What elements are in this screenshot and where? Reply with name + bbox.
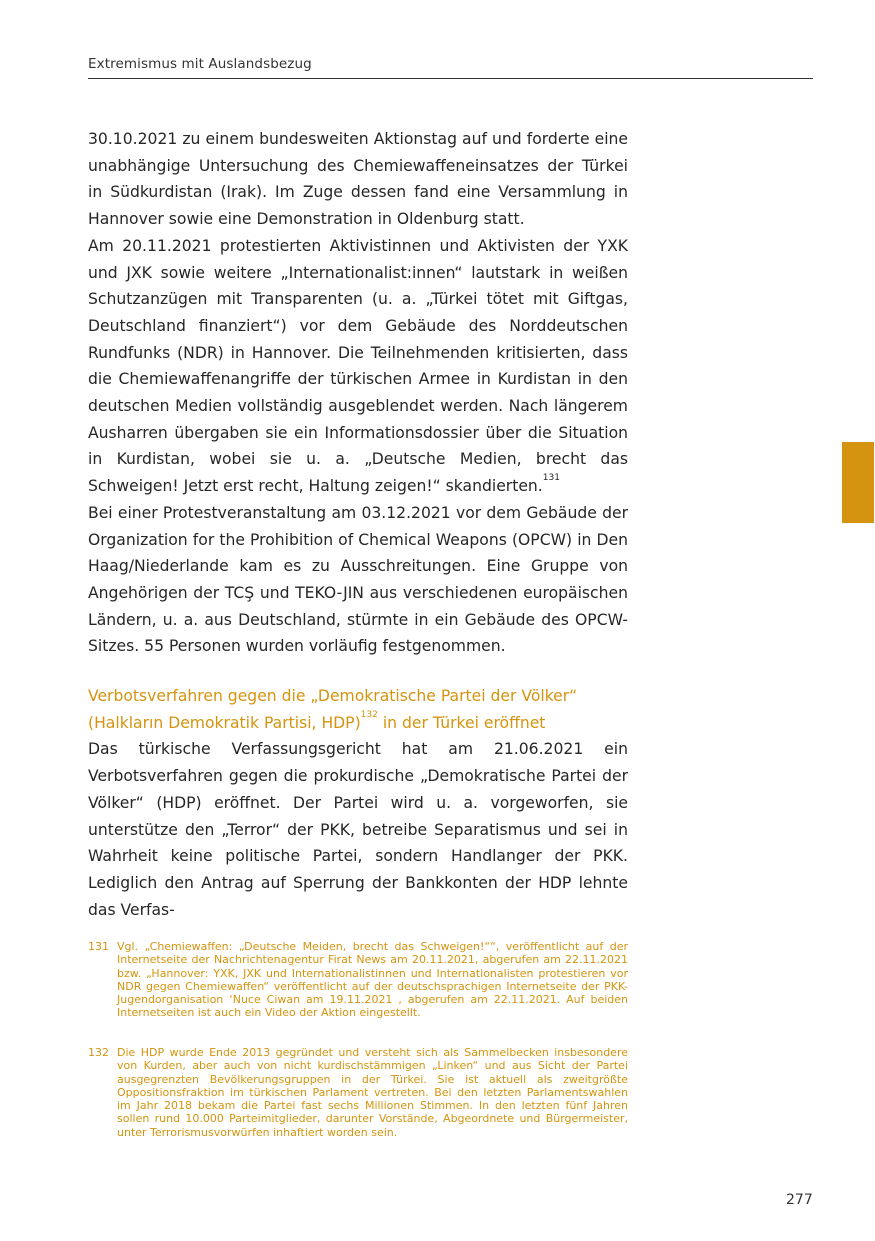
footnote-text: Die HDP wurde Ende 2013 gegründet und versteht sich als Sammelbecken insbesondere von Kurden, aber auch von nicht kurdischstämmigen „Linken“ und aus Sicht der Partei ausgegrenzten Bevölkerungsgruppen in der Türkei. Sie ist aktuell als zweitgrößte Oppositionsfraktion im türkischen Parlament vertreten. Bei den letzten Parlamentswahlen im Jahr 2018 bekam die Partei fast sechs Millionen Stimmen. In den letzten fünf Jahren sollen rund 10.000 Parteimitglieder, darunter Vorstände, Abgeordnete und Bürgermeister, unter Terrorismusvorwürfen inhaftiert worden sein.	[117, 1046, 628, 1139]
main-text	[88, 126, 628, 923]
footnote	[88, 940, 628, 1020]
paragraph: Das türkische Verfassungsgericht hat am 21.06.2021 ein Verbotsverfahren gegen die prokurdische „Demokratische Partei der Völker“ (HDP) eröffnet. Der Partei wird u. a. vorgeworfen, sie unterstütze den „Terror“ der PKK, betreibe Separatismus und sei in Wahrheit keine politische Partei, sondern Handlanger der PKK. Lediglich den Antrag auf Sperrung der Bankkonten der HDP lehnte das Verfas-	[88, 740, 628, 919]
paragraph	[88, 233, 628, 500]
footnote-text: Vgl. „Chemiewaffen: „Deutsche Meiden, brecht das Schweigen!““, veröffentlicht auf der Internetseite der Nachrichtenagentur Firat News am 20.11.2021, abgerufen am 22.11.2021 bzw. „Hannover: YXK, JXK und Internationalistinnen und Internationalisten protestieren vor NDR gegen Chemiewaffen“ veröffentlicht auf der deutschsprachigen Internetseite der PKK-Jugendorganisation ‘Nuce Ciwan am 19.11.2021 , abgerufen am 22.11.2021. Auf beiden Internetseiten ist auch ein Video der Aktion eingestellt.	[117, 940, 628, 1020]
footnote-number: 132	[88, 1046, 109, 1059]
heading-text: in der Türkei eröffnet	[377, 713, 546, 732]
paragraph-text: Am 20.11.2021 protestierten Aktivistinnen und Aktivisten der YXK und JXK sowie weitere „Internationalist:innen“ lautstark in weißen Schutzanzügen mit Transparenten (u. a. „Türkei tötet mit Giftgas, Deutschland finanziert“) vor dem Gebäude des Norddeutschen Rundfunks (NDR) in Hannover. Die Teilnehmenden kritisierten, dass die Chemiewaffenangriffe der türkischen Armee in Kurdistan in den deutschen Medien vollständig ausgeblendet werden. Nach längerem Ausharren übergaben sie ein Informationsdossier über die Situation in Kurdistan, wobei sie u. a. „Deutsche Medien, brecht das Schweigen! Jetzt erst recht, Haltung zeigen!“ skandierten.	[88, 236, 628, 496]
page-number: 277	[786, 1192, 813, 1208]
footnote-number: 131	[88, 940, 109, 953]
section-heading	[88, 683, 628, 736]
footnote-ref: 132	[360, 709, 378, 720]
heading-text: Verbotsverfahren gegen die „Demokratische Partei der Völker“ (Halkların Demokratik Partisi, HDP)	[88, 687, 578, 732]
footnote	[88, 1046, 628, 1139]
footnote-ref: 131	[542, 473, 560, 484]
header-divider	[88, 78, 813, 79]
running-header: Extremismus mit Auslandsbezug	[88, 56, 312, 72]
paragraph: Bei einer Protestveranstaltung am 03.12.2021 vor dem Gebäude der Organization for the Prohibition of Chemical Weapons (OPCW) in Den Haag/Niederlande kam es zu Ausschreitungen. Eine Gruppe von Angehörigen der TCŞ und TEKO-JIN aus verschiedenen europäischen Ländern, u. a. aus Deutschland, stürmte in ein Gebäude des OPCW-Sitzes. 55 Personen wurden vorläufig festgenommen.	[88, 503, 628, 656]
paragraph: 30.10.2021 zu einem bundesweiten Aktionstag auf und forderte eine unabhängige Untersuchung des Chemiewaffeneinsatzes der Türkei in Südkurdistan (Irak). Im Zuge dessen fand eine Versammlung in Hannover sowie eine Demonstration in Oldenburg statt.	[88, 130, 628, 229]
chapter-tab-marker	[842, 442, 874, 523]
